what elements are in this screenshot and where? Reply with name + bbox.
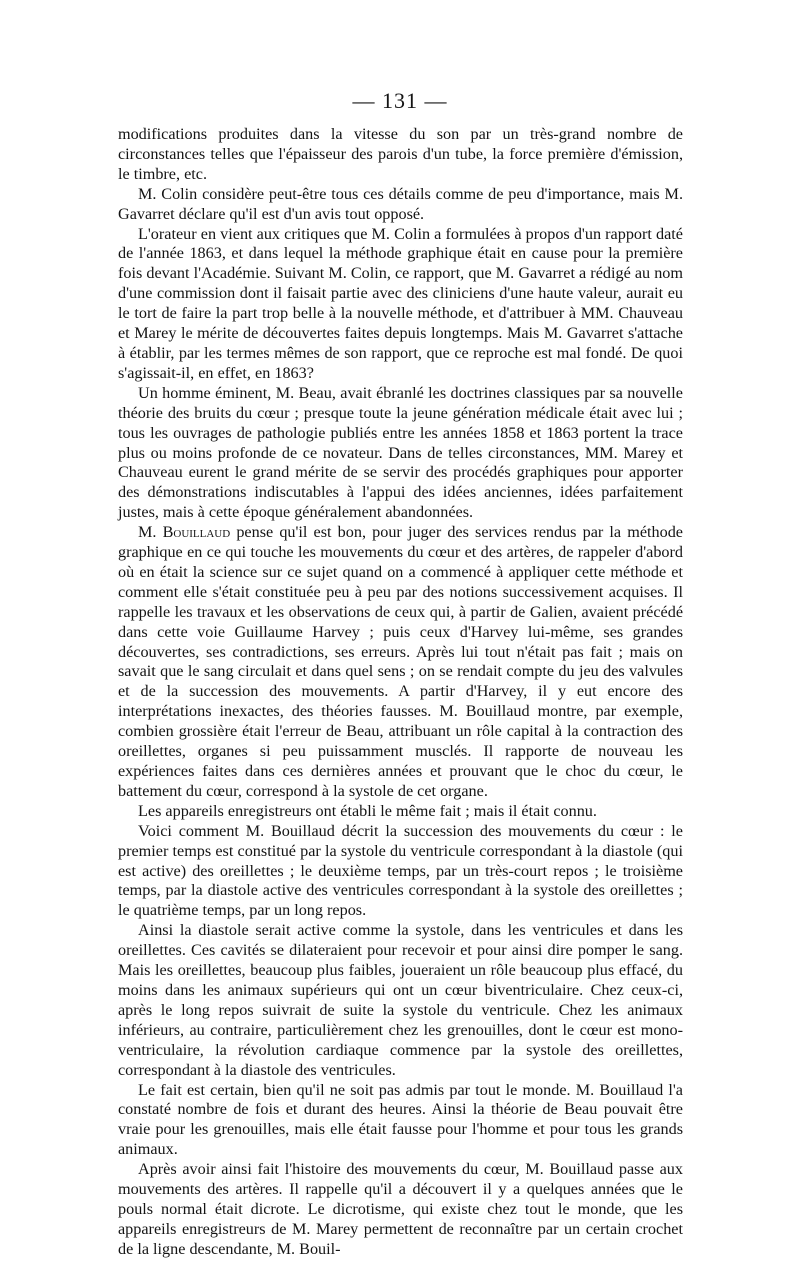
paragraph-lead: M.: [138, 523, 163, 542]
paragraph-1: modifications produites dans la vitesse du son par un très-grand nombre de circonstances telles que l'épaisseur des parois d'un tube, la force première d'émission, le timbre, etc.: [118, 125, 683, 183]
paragraph-10: Après avoir ainsi fait l'histoire des mouvements du cœur, M. Bouillaud passe aux mouvements des artères. Il rappelle qu'il a découvert il y a quelques années que le pouls normal était dicrote. Le dicrotisme, qui existe chez tout le monde, que les appareils enregistreurs de M. Marey permettent de reconnaître par un certain crochet de la ligne descendante, M. Bouil-: [118, 1160, 683, 1258]
paragraph-4: Un homme éminent, M. Beau, avait ébranlé les doctrines classiques par sa nouvelle théorie des bruits du cœur ; presque toute la jeune génération médicale était avec lui ; tous les ouvrages de pathologie publiés entre les années 1858 et 1863 portent la trace plus ou moins profonde de ce novateur. Dans de telles circonstances, MM. Marey et Chauveau eurent le grand mérite de se servir des procédés graphiques pour apporter des démonstrations indiscutables à l'appui des idées anciennes, idées parfaitement justes, mais à cette époque généralement abandonnées.: [118, 383, 683, 522]
paragraph-7: Voici comment M. Bouillaud décrit la succession des mouvements du cœur : le premier temps est constitué par la systole du ventricule correspondant à la diastole (qui est active) des oreillettes ; le deuxième temps, par un très-court repos ; le troisième temps, par la diastole active des ventricules correspondant à la systole des oreillettes ; le quatrième temps, par un long repos.: [118, 821, 683, 920]
body-text: [118, 125, 683, 1260]
page-number: — 131 —: [352, 88, 448, 113]
paragraph-9: Le fait est certain, bien qu'il ne soit pas admis par tout le monde. M. Bouillaud l'a constaté nombre de fois et durant des heures. Ainsi la théorie de Beau pouvait être vraie pour les grenouilles, mais elle était fausse pour l'homme et pour tous les grands animaux.: [118, 1080, 683, 1159]
paragraph-body: pense qu'il est bon, pour juger des services rendus par la méthode graphique en ce qui touche les mouvements du cœur et des artères, de rappeler d'abord où en était la science sur ce sujet quand on a commencé à appliquer cette méthode et comment elle s'était constituée peu à peu par des notions successivement acquises. Il rappelle les travaux et les observations de ceux qui, à partir de Galien, avaient précédé dans cette voie Guillaume Harvey ; puis ceux d'Harvey lui-même, ses grandes découvertes, ses contradictions, ses erreurs. Après lui tout n'était pas fait ; mais on savait que le sang circulait et dans quel sens ; on se rendait compte du jeu des valvules et de la succession des mouvements. A partir d'Harvey, il y eut encore des interprétations inexactes, des théories fausses. M. Bouillaud montre, par exemple, combien grossière était l'erreur de Beau, attribuant un rôle capital à la contraction des oreillettes, organes si peu puissamment musclés. Il rapporte de nouveau les expériences faites dans ces dernières années et prouvant que le choc du cœur, le battement du cœur, correspond à la systole de cet organe.: [118, 523, 683, 800]
paragraph-3: L'orateur en vient aux critiques que M. Colin a formulées à propos d'un rapport daté de l'année 1863, et dans lequel la méthode graphique était en cause pour la première fois devant l'Académie. Suivant M. Colin, ce rapport, que M. Gavarret a rédigé au nom d'une commission dont il faisait partie avec des cliniciens d'une haute valeur, aurait eu le tort de faire la part trop belle à la nouvelle méthode, et d'attribuer à MM. Chauveau et Marey le mérite de découvertes faites depuis longtemps. Mais M. Gavarret s'attache à établir, par les termes mêmes de son rapport, que ce reproche est mal fondé. De quoi s'agissait-il, en effet, en 1863?: [118, 224, 683, 382]
paragraph-bouillaud: [118, 523, 683, 802]
speaker-name: Bouillaud: [162, 523, 231, 542]
paragraph-2: M. Colin considère peut-être tous ces détails comme de peu d'importance, mais M. Gavarret déclare qu'il est d'un avis tout opposé.: [118, 184, 683, 223]
paragraph-8: Ainsi la diastole serait active comme la systole, dans les ventricules et dans les oreillettes. Ces cavités se dilateraient pour recevoir et pour ainsi dire pomper le sang. Mais les oreillettes, beaucoup plus faibles, joueraient un rôle beaucoup plus effacé, du moins dans les animaux supérieurs qui ont un cœur biventriculaire. Chez ceux-ci, après le long repos suivrait de suite la systole du ventricule. Chez les animaux inférieurs, au contraire, particulièrement chez les grenouilles, dont le cœur est mono-ventriculaire, la révolution cardiaque commence par la systole des oreillettes, correspondant à la diastole des ventricules.: [118, 921, 683, 1079]
paragraph-6: Les appareils enregistreurs ont établi le même fait ; mais il était connu.: [138, 801, 597, 820]
